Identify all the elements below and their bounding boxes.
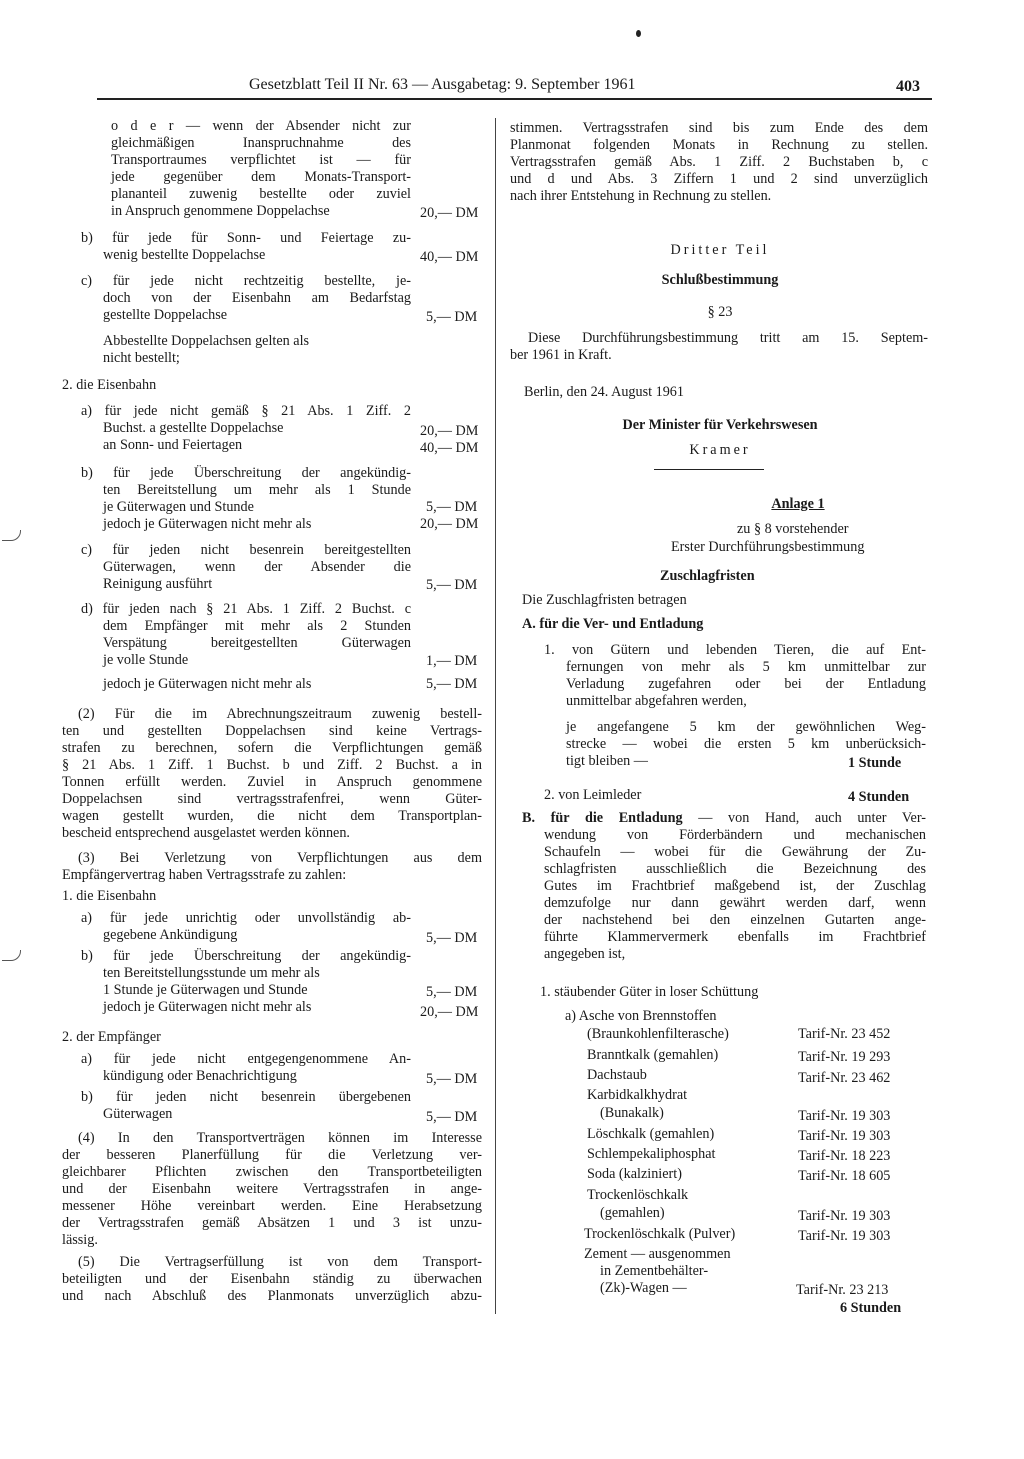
- text-line: und der Eisenbahn weitere Vertragsstrafen in ange-: [62, 1181, 482, 1197]
- section-text: [510, 330, 928, 364]
- text-line: Abbestellte Doppelachsen gelten als: [103, 333, 310, 349]
- tarif-number: Tarif-Nr. 19 303: [798, 1228, 891, 1244]
- section-b: [522, 810, 926, 827]
- text-line: führte Klammervermerk ebenfalls im Frachtbrief: [544, 929, 926, 945]
- section-a-heading: A. für die Ver- und Entladung: [522, 616, 704, 632]
- text-line: jede gegenüber dem Monats-Transport-: [111, 169, 411, 185]
- tarif-number: Tarif-Nr. 19 303: [798, 1108, 891, 1124]
- text-line: unmittelbar abgefahren werden,: [566, 693, 747, 709]
- item-2c: [81, 542, 411, 593]
- text-line: wendung von Förderbändern und mechanischen: [544, 827, 926, 843]
- amount: 20,— DM: [420, 1004, 479, 1020]
- text-line: der Vertragsstrafen gemäß Absätzen 1 und 3 ist unzu-: [62, 1215, 482, 1231]
- text-line: und nach Abschluß des Planmonats unverzüglich abzu-: [62, 1288, 482, 1304]
- text-line: 1 Stunde je Güterwagen und Stunde: [103, 982, 308, 998]
- scan-dot-mark: [636, 30, 641, 37]
- text-line: a) für jede nicht entgegengenommene An-: [81, 1051, 411, 1067]
- duration-value: 6 Stunden: [840, 1300, 902, 1316]
- text-line: Buchst. a gestellte Doppelachse: [103, 420, 284, 436]
- text-line: c) für jeden nicht besenrein bereitgestellten: [81, 542, 411, 558]
- text-line: jedoch je Güterwagen nicht mehr als: [103, 999, 312, 1015]
- text-line: (5) Die Vertragserfüllung ist von dem Transport-: [78, 1254, 482, 1270]
- paragraph-5: [62, 1254, 482, 1305]
- left-column: [62, 118, 486, 1318]
- amount: 5,— DM: [426, 930, 478, 946]
- text-line: Schaufeln — wobei für die Gewährung der Zu-: [544, 844, 926, 860]
- text-line: (4) In den Transportverträgen können im Interesse: [78, 1130, 482, 1146]
- text-line: d) für jeden nach § 21 Abs. 1 Ziff. 2 Buchst. c: [81, 601, 411, 617]
- goods-name: Soda (kalziniert): [587, 1166, 682, 1182]
- text-line: o d e r — wenn der Absender nicht zur: [111, 118, 411, 134]
- text-line: ber 1961 in Kraft.: [510, 347, 612, 363]
- text-line: kündigung oder Benachrichtigung: [103, 1068, 297, 1084]
- item-2d: [81, 601, 411, 669]
- item-heading: 2. der Empfänger: [62, 1029, 161, 1045]
- text-line: ten und gestellten Doppelachsen sind keine Vertrags-: [62, 723, 482, 739]
- page-header-title: Gesetzblatt Teil II Nr. 63 — Ausgabetag: 9. September 1961: [249, 76, 636, 93]
- text-line: demzufolge nur dann gewährt werden darf, wenn: [544, 895, 926, 911]
- goods-name: Zement — ausgenommen: [584, 1246, 731, 1262]
- paragraph-3: [62, 850, 482, 884]
- text-line: beteiligten und der Eisenbahn ständig zu überwachen: [62, 1271, 482, 1287]
- text-line: je angefangene 5 km der gewöhnlichen Weg-: [566, 719, 926, 735]
- text-line: Gutes im Frachtbrief maßgebend ist, der Zuschlag: [544, 878, 926, 894]
- text-line: (2) Für die im Abrechnungszeitraum zuwenig bestell-: [78, 706, 482, 722]
- tarif-number: Tarif-Nr. 19 303: [798, 1128, 891, 1144]
- text-line: — von Hand, auch unter Ver-: [682, 810, 926, 826]
- section-b-heading: B. für die Entladung: [522, 810, 683, 826]
- anlage-reference: Erster Durchführungsbestimmung: [671, 539, 865, 555]
- item-b: [81, 230, 411, 264]
- text-line: der nachstehend bei den einzelnen Gutarten ange-: [544, 912, 926, 928]
- amount: 40,— DM: [420, 440, 479, 456]
- text-line: je volle Stunde: [103, 652, 189, 668]
- amount: 20,— DM: [420, 205, 479, 221]
- tarif-number: Tarif-Nr. 19 293: [798, 1049, 891, 1065]
- item-c: [81, 273, 411, 324]
- goods-name: (Bunakalk): [600, 1105, 664, 1121]
- text-line: lässig.: [62, 1232, 98, 1248]
- tarif-number: Tarif-Nr. 23 452: [798, 1026, 891, 1042]
- goods-name: Schlempekaliphosphat: [587, 1146, 716, 1162]
- item-a2: 2. von Leimleder: [544, 787, 642, 803]
- text-line: (3) Bei Verletzung von Verpflichtungen aus dem: [78, 850, 482, 866]
- text-line: strafen zu berechnen, sofern die Verpflichtungen gemäß: [62, 740, 482, 756]
- scan-margin-mark: [2, 950, 21, 961]
- text-line: b) für jede Überschreitung der angekündig-: [81, 465, 411, 481]
- goods-name: Trockenlöschkalk: [587, 1187, 689, 1203]
- right-column: [510, 118, 930, 1318]
- anlage-reference: zu § 8 vorstehender: [737, 521, 849, 537]
- text-line: Empfängervertrag haben Vertragsstrafe zu zahlen:: [62, 867, 347, 883]
- amount: 1,— DM: [426, 653, 478, 669]
- text-line: Doppelachsen sind vertragsstrafenfrei, wenn Güter-: [62, 791, 482, 807]
- tarif-number: Tarif-Nr. 23 462: [798, 1070, 891, 1086]
- text-line: ten Bereitstellungsstunde um mehr als: [103, 965, 320, 981]
- amount: 5,— DM: [426, 984, 478, 1000]
- item-2b: [81, 465, 411, 533]
- text-line: b) für jede Überschreitung der angekündig-: [81, 948, 411, 964]
- text-line: tigt bleiben —: [566, 753, 648, 769]
- item-3-2a: [81, 1051, 411, 1085]
- item-b1: 1. stäubender Güter in loser Schüttung: [540, 984, 759, 1000]
- text-line: in Anspruch genommene Doppelachse: [111, 203, 330, 219]
- item-3-1b: [81, 948, 411, 1016]
- page-number: 403: [896, 78, 920, 95]
- amount: 20,— DM: [420, 423, 479, 439]
- text-line: fernungen von mehr als 5 km unmittelbar zur: [566, 659, 926, 675]
- text-line: gleichbarer Pflichten zwischen den Transportbeteiligten: [62, 1164, 482, 1180]
- scan-margin-mark: [2, 530, 21, 541]
- text-line: jedoch je Güterwagen nicht mehr als: [103, 676, 312, 692]
- item-a1: [544, 642, 926, 710]
- text-line: Verladung zugefahren oder bei der Entladung: [566, 676, 926, 692]
- zuschlag-title: Zuschlagfristen: [660, 568, 755, 584]
- text-line: gleichmäßigen Inanspruchnahme des: [111, 135, 411, 151]
- continuation-paragraph: [510, 120, 928, 205]
- text-line: messener Höhe vereinbart werden. Eine Herabsetzung: [62, 1198, 482, 1214]
- part-title: Dritter Teil: [670, 242, 770, 258]
- signature-rule: [654, 469, 764, 470]
- section-number: § 23: [707, 304, 733, 320]
- oder-block: [111, 118, 411, 220]
- text-line: strecke — wobei die ersten 5 km unberücksich-: [566, 736, 926, 752]
- goods-name: in Zementbehälter-: [600, 1263, 709, 1279]
- column-divider: [495, 118, 496, 1314]
- tarif-number: Tarif-Nr. 18 223: [798, 1148, 891, 1164]
- amount: 20,— DM: [420, 516, 479, 532]
- text-line: wenig bestellte Doppelachse: [103, 247, 266, 263]
- text-line: schlagfristen ausschließlich die Bezeichnung des: [544, 861, 926, 877]
- text-line: Diese Durchführungsbestimmung tritt am 15. Septem-: [528, 330, 928, 346]
- goods-name: (Zk)-Wagen —: [600, 1280, 687, 1296]
- item-3-2b: [81, 1089, 411, 1123]
- section-b-text: [544, 827, 926, 963]
- text-line: b) für jede für Sonn- und Feiertage zu-: [81, 230, 411, 246]
- text-line: je Güterwagen und Stunde: [103, 499, 254, 515]
- text-line: Reinigung ausführt: [103, 576, 213, 592]
- amount: 5,— DM: [426, 1071, 478, 1087]
- text-line: Güterwagen: [103, 1106, 173, 1122]
- text-line: an Sonn- und Feiertagen: [103, 437, 243, 453]
- header-rule: [97, 98, 932, 100]
- item-2-heading: 2. die Eisenbahn: [62, 377, 157, 393]
- text-line: jedoch je Güterwagen nicht mehr als: [103, 516, 312, 532]
- text-line: Verspätung bereitgestellten Güterwagen: [103, 635, 411, 651]
- text-line: c) für jede nicht rechtzeitig bestellte, je-: [81, 273, 411, 289]
- amount: 5,— DM: [426, 1109, 478, 1125]
- tarif-number: Tarif-Nr. 19 303: [798, 1208, 891, 1224]
- tarif-number: Tarif-Nr. 18 605: [798, 1168, 891, 1184]
- goods-name: Branntkalk (gemahlen): [587, 1047, 719, 1063]
- tarif-number: Tarif-Nr. 23 213: [796, 1282, 889, 1298]
- text-line: bescheid entsprechend ausgelastet werden können.: [62, 825, 350, 841]
- text-line: a) für jede unrichtig oder unvollständig ab-: [81, 910, 411, 926]
- amount: 40,— DM: [420, 249, 479, 265]
- text-line: nicht bestellt;: [103, 350, 180, 366]
- item-heading: 1. die Eisenbahn: [62, 888, 157, 904]
- text-line: Vertragsstrafen gemäß Abs. 1 Ziff. 2 Buchstaben b, c: [510, 154, 928, 170]
- text-line: ten Bereitstellung um mehr als 1 Stunde: [103, 482, 411, 498]
- text-line: stimmen. Vertragsstrafen sind bis zum Ende des dem: [510, 120, 928, 136]
- text-line: und d und Abs. 3 Ziffern 1 und 2 sind unverzüglich: [510, 171, 928, 187]
- place-date: Berlin, den 24. August 1961: [524, 384, 684, 400]
- goods-name: (gemahlen): [600, 1205, 665, 1221]
- paragraph-2: [62, 706, 482, 842]
- signer-name: Kramer: [689, 442, 751, 458]
- goods-name: Trockenlöschkalk (Pulver): [584, 1226, 736, 1242]
- text-line: dem Empfänger mit mehr als 2 Stunden: [103, 618, 411, 634]
- duration-value: 4 Stunden: [848, 789, 910, 805]
- text-line: der besseren Planerfüllung für die Verletzung ver-: [62, 1147, 482, 1163]
- text-line: a) für jede nicht gemäß § 21 Abs. 1 Ziff. 2: [81, 403, 411, 419]
- amount: 5,— DM: [426, 499, 478, 515]
- amount: 5,— DM: [426, 676, 478, 692]
- text-line: b) für jeden nicht besenrein übergebenen: [81, 1089, 411, 1105]
- text-line: wagen gestellt wurden, die nicht dem Transportplan-: [62, 808, 482, 824]
- text-line: nach ihrer Entstehung in Rechnung zu stellen.: [510, 188, 772, 204]
- abbestellt-note: [103, 333, 393, 367]
- text-line: doch von der Eisenbahn am Bedarfstag: [103, 290, 411, 306]
- intro-text: Die Zuschlagfristen betragen: [522, 592, 687, 608]
- text-line: plananteil zuwenig bestellte oder zuviel: [111, 186, 411, 202]
- goods-name: Karbidkalkhydrat: [587, 1087, 688, 1103]
- goods-name: Löschkalk (gemahlen): [587, 1126, 715, 1142]
- item-2a: [81, 403, 411, 454]
- goods-name: Dachstaub: [587, 1067, 647, 1083]
- text-line: § 21 Abs. 1 Ziff. 1 Buchst. b und Ziff. 2 Buchst. a in: [62, 757, 482, 773]
- text-line: Tonnen erfüllt werden. Zuviel in Anspruch genommene: [62, 774, 482, 790]
- text-line: Planmonat folgenden Monats in Rechnung zu stellen.: [510, 137, 928, 153]
- amount: 5,— DM: [426, 309, 478, 325]
- duration-value: 1 Stunde: [848, 755, 902, 771]
- text-line: gegebene Ankündigung: [103, 927, 238, 943]
- goods-name: (Braunkohlenfilterasche): [587, 1026, 729, 1042]
- text-line: Güterwagen, wenn der Absender die: [103, 559, 411, 575]
- text-line: angegeben ist,: [544, 946, 626, 962]
- text-line: Transportraumes verpflichtet ist — für: [111, 152, 411, 168]
- part-subtitle: Schlußbestimmung: [661, 272, 779, 288]
- text-line: gestellte Doppelachse: [103, 307, 228, 323]
- paragraph-4: [62, 1130, 482, 1249]
- anlage-title: Anlage 1: [771, 496, 825, 512]
- goods-name: a) Asche von Brennstoffen: [565, 1008, 717, 1024]
- amount: 5,— DM: [426, 577, 478, 593]
- minister-title: Der Minister für Verkehrswesen: [622, 417, 818, 433]
- item-3-1a: [81, 910, 411, 944]
- text-line: 1. von Gütern und lebenden Tieren, die auf Ent-: [544, 642, 926, 658]
